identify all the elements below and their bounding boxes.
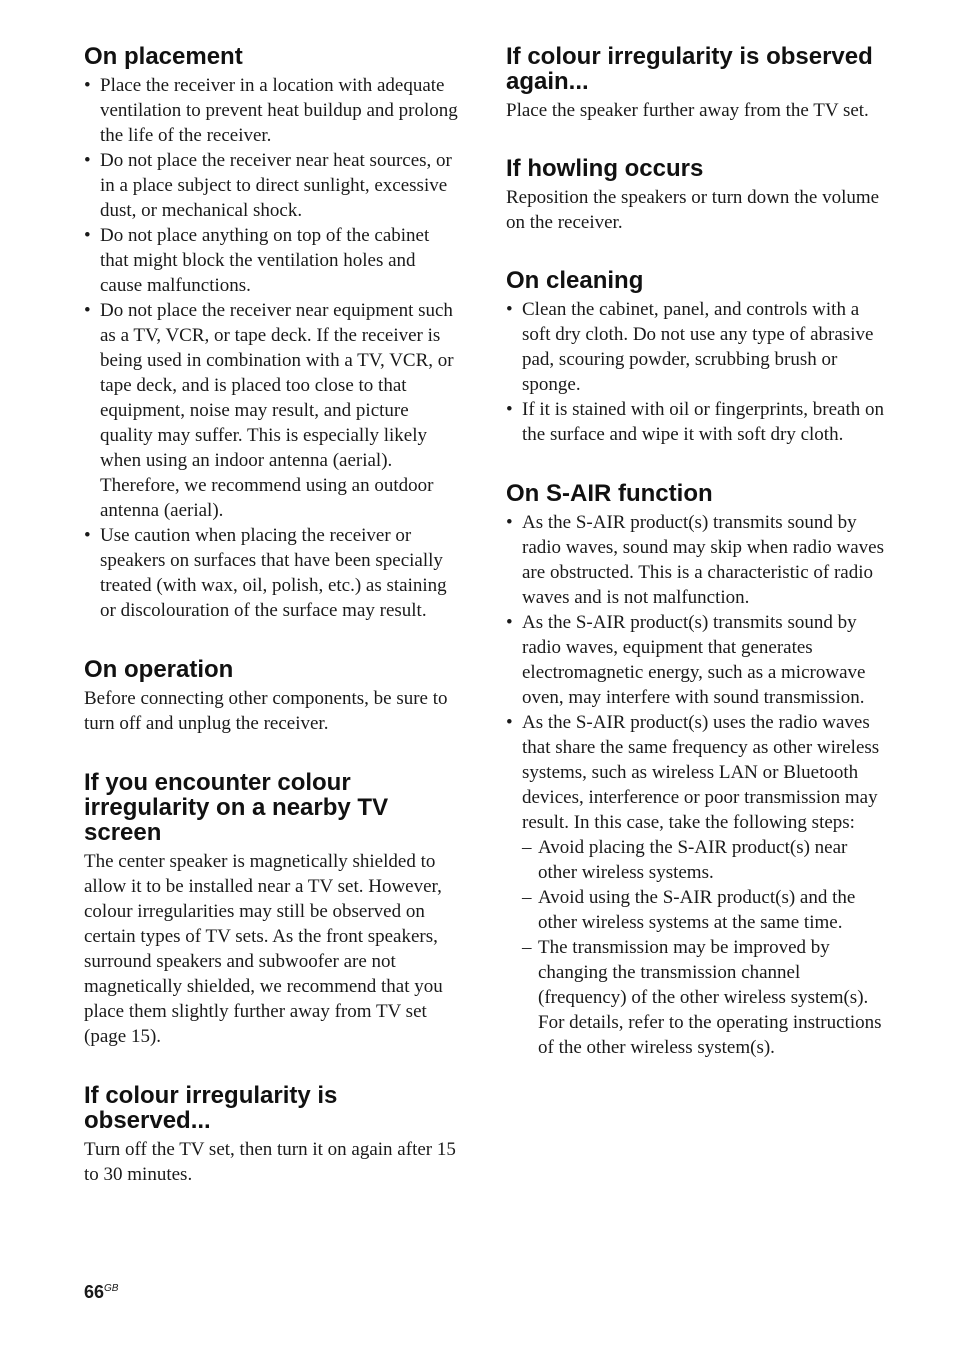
section-on-s-air — [506, 481, 886, 1060]
bullet-icon: • — [84, 150, 91, 171]
s-air-steps-list — [522, 835, 886, 1060]
bullet-icon: • — [506, 399, 513, 420]
page-footer — [84, 1282, 118, 1303]
list-item: • If it is stained with oil or fingerprints, breath on the surface and wipe it with soft dry cloth. — [506, 399, 884, 445]
bullet-icon: • — [506, 299, 513, 320]
section-observed — [84, 1083, 462, 1187]
bullet-icon: • — [84, 300, 91, 321]
operation-text: Before connecting other components, be sure to turn off and unplug the receiver. — [84, 688, 448, 734]
heading-on-operation: On operation — [84, 656, 234, 683]
heading-observed-again: If colour irregularity is observed again... — [506, 43, 873, 95]
cleaning-list — [506, 297, 886, 447]
bullet-icon: • — [84, 225, 91, 246]
dash-icon: – — [522, 937, 532, 958]
page-number: 66 — [84, 1282, 105, 1302]
step-item: – Avoid using the S-AIR product(s) and the other wireless systems at the same time. — [522, 887, 856, 933]
step-item: – The transmission may be improved by changing the transmission channel (frequency) of the other wireless system(s). For details, refer to the operating instructions of the other wireless system(s). — [522, 937, 882, 1058]
heading-colour-irregularity: If you encounter colour irregularity on a nearby TV screen — [84, 769, 389, 846]
list-item: • Do not place the receiver near heat sources, or in a place subject to direct sunlight, excessive dust, or mechanical shock. — [84, 150, 452, 221]
section-on-cleaning — [506, 268, 886, 447]
dash-icon: – — [522, 837, 532, 858]
list-item: • Clean the cabinet, panel, and controls with a soft dry cloth. Do not use any type of abrasive pad, scouring powder, scrubbing brush or sponge. — [506, 299, 874, 395]
placement-list — [84, 73, 462, 623]
bullet-icon: • — [506, 512, 513, 533]
heading-howling: If howling occurs — [506, 155, 704, 182]
colour-irregularity-text: The center speaker is magnetically shielded to allow it to be installed near a TV set. However, colour irregularities may still be observed on certain types of TV sets. As the front speakers, surround speakers and subwoofer are not magnetically shielded, we recommend that you place them slightly further away from TV set (page 15). — [84, 851, 443, 1047]
list-item: • Do not place anything on top of the cabinet that might block the ventilation holes and cause malfunctions. — [84, 225, 430, 296]
step-item: – Avoid placing the S-AIR product(s) near other wireless systems. — [522, 837, 848, 883]
heading-on-s-air: On S-AIR function — [506, 480, 713, 507]
list-item: • Use caution when placing the receiver or speakers on surfaces that have been specially treated (with wax, oil, polish, etc.) as staining or discolouration of the surface may result. — [84, 525, 447, 621]
list-item: • Place the receiver in a location with adequate ventilation to prevent heat buildup and prolong the life of the receiver. — [84, 75, 458, 146]
observed-again-text: Place the speaker further away from the TV set. — [506, 100, 869, 121]
s-air-list — [506, 510, 886, 1060]
section-on-placement — [84, 44, 462, 623]
observed-text: Turn off the TV set, then turn it on again after 15 to 30 minutes. — [84, 1139, 456, 1185]
list-item: • As the S-AIR product(s) transmits sound by radio waves, sound may skip when radio waves are obstructed. This is a characteristic of radio waves and is not malfunction. — [506, 512, 884, 608]
list-item: • As the S-AIR product(s) transmits sound by radio waves, equipment that generates electromagnetic energy, such as a microwave oven, may interfere with sound transmission. — [506, 612, 866, 708]
bullet-icon: • — [84, 75, 91, 96]
section-on-operation — [84, 657, 462, 736]
heading-on-cleaning: On cleaning — [506, 267, 644, 294]
list-item: • As the S-AIR product(s) uses the radio waves that share the same frequency as other wireless systems, such as wireless LAN or Bluetooth devices, interference or poor transmission may result. In this case, take the following steps: – Avoid placing the S-AIR product(s) near other wireless systems. – Avoid using the S-AIR product(s) and the other wireless systems at the same time. – The transmission may be improved by changing the transmission channel (frequency) of the other wireless system(s). For details, refer to the operating instructions of the other wireless system(s). — [506, 710, 886, 1060]
bullet-icon: • — [84, 525, 91, 546]
right-column — [506, 44, 886, 1094]
bullet-icon: • — [506, 712, 513, 733]
list-item: • Do not place the receiver near equipment such as a TV, VCR, or tape deck. If the receiver is being used in combination with a TV, VCR, or tape deck, and is placed too close to that equipment, noise may result, and picture quality may suffer. This is especially likely when using an indoor antenna (aerial). Therefore, we recommend using an outdoor antenna (aerial). — [84, 300, 454, 521]
page-region-suffix: GB — [104, 1283, 119, 1294]
heading-on-placement: On placement — [84, 43, 243, 70]
dash-icon: – — [522, 887, 532, 908]
howling-text: Reposition the speakers or turn down the volume on the receiver. — [506, 187, 880, 233]
section-howling — [506, 156, 886, 235]
section-observed-again — [506, 44, 886, 123]
bullet-icon: • — [506, 612, 513, 633]
section-colour-irregularity — [84, 770, 462, 1049]
left-column — [84, 44, 462, 1221]
heading-observed: If colour irregularity is observed... — [84, 1082, 338, 1134]
